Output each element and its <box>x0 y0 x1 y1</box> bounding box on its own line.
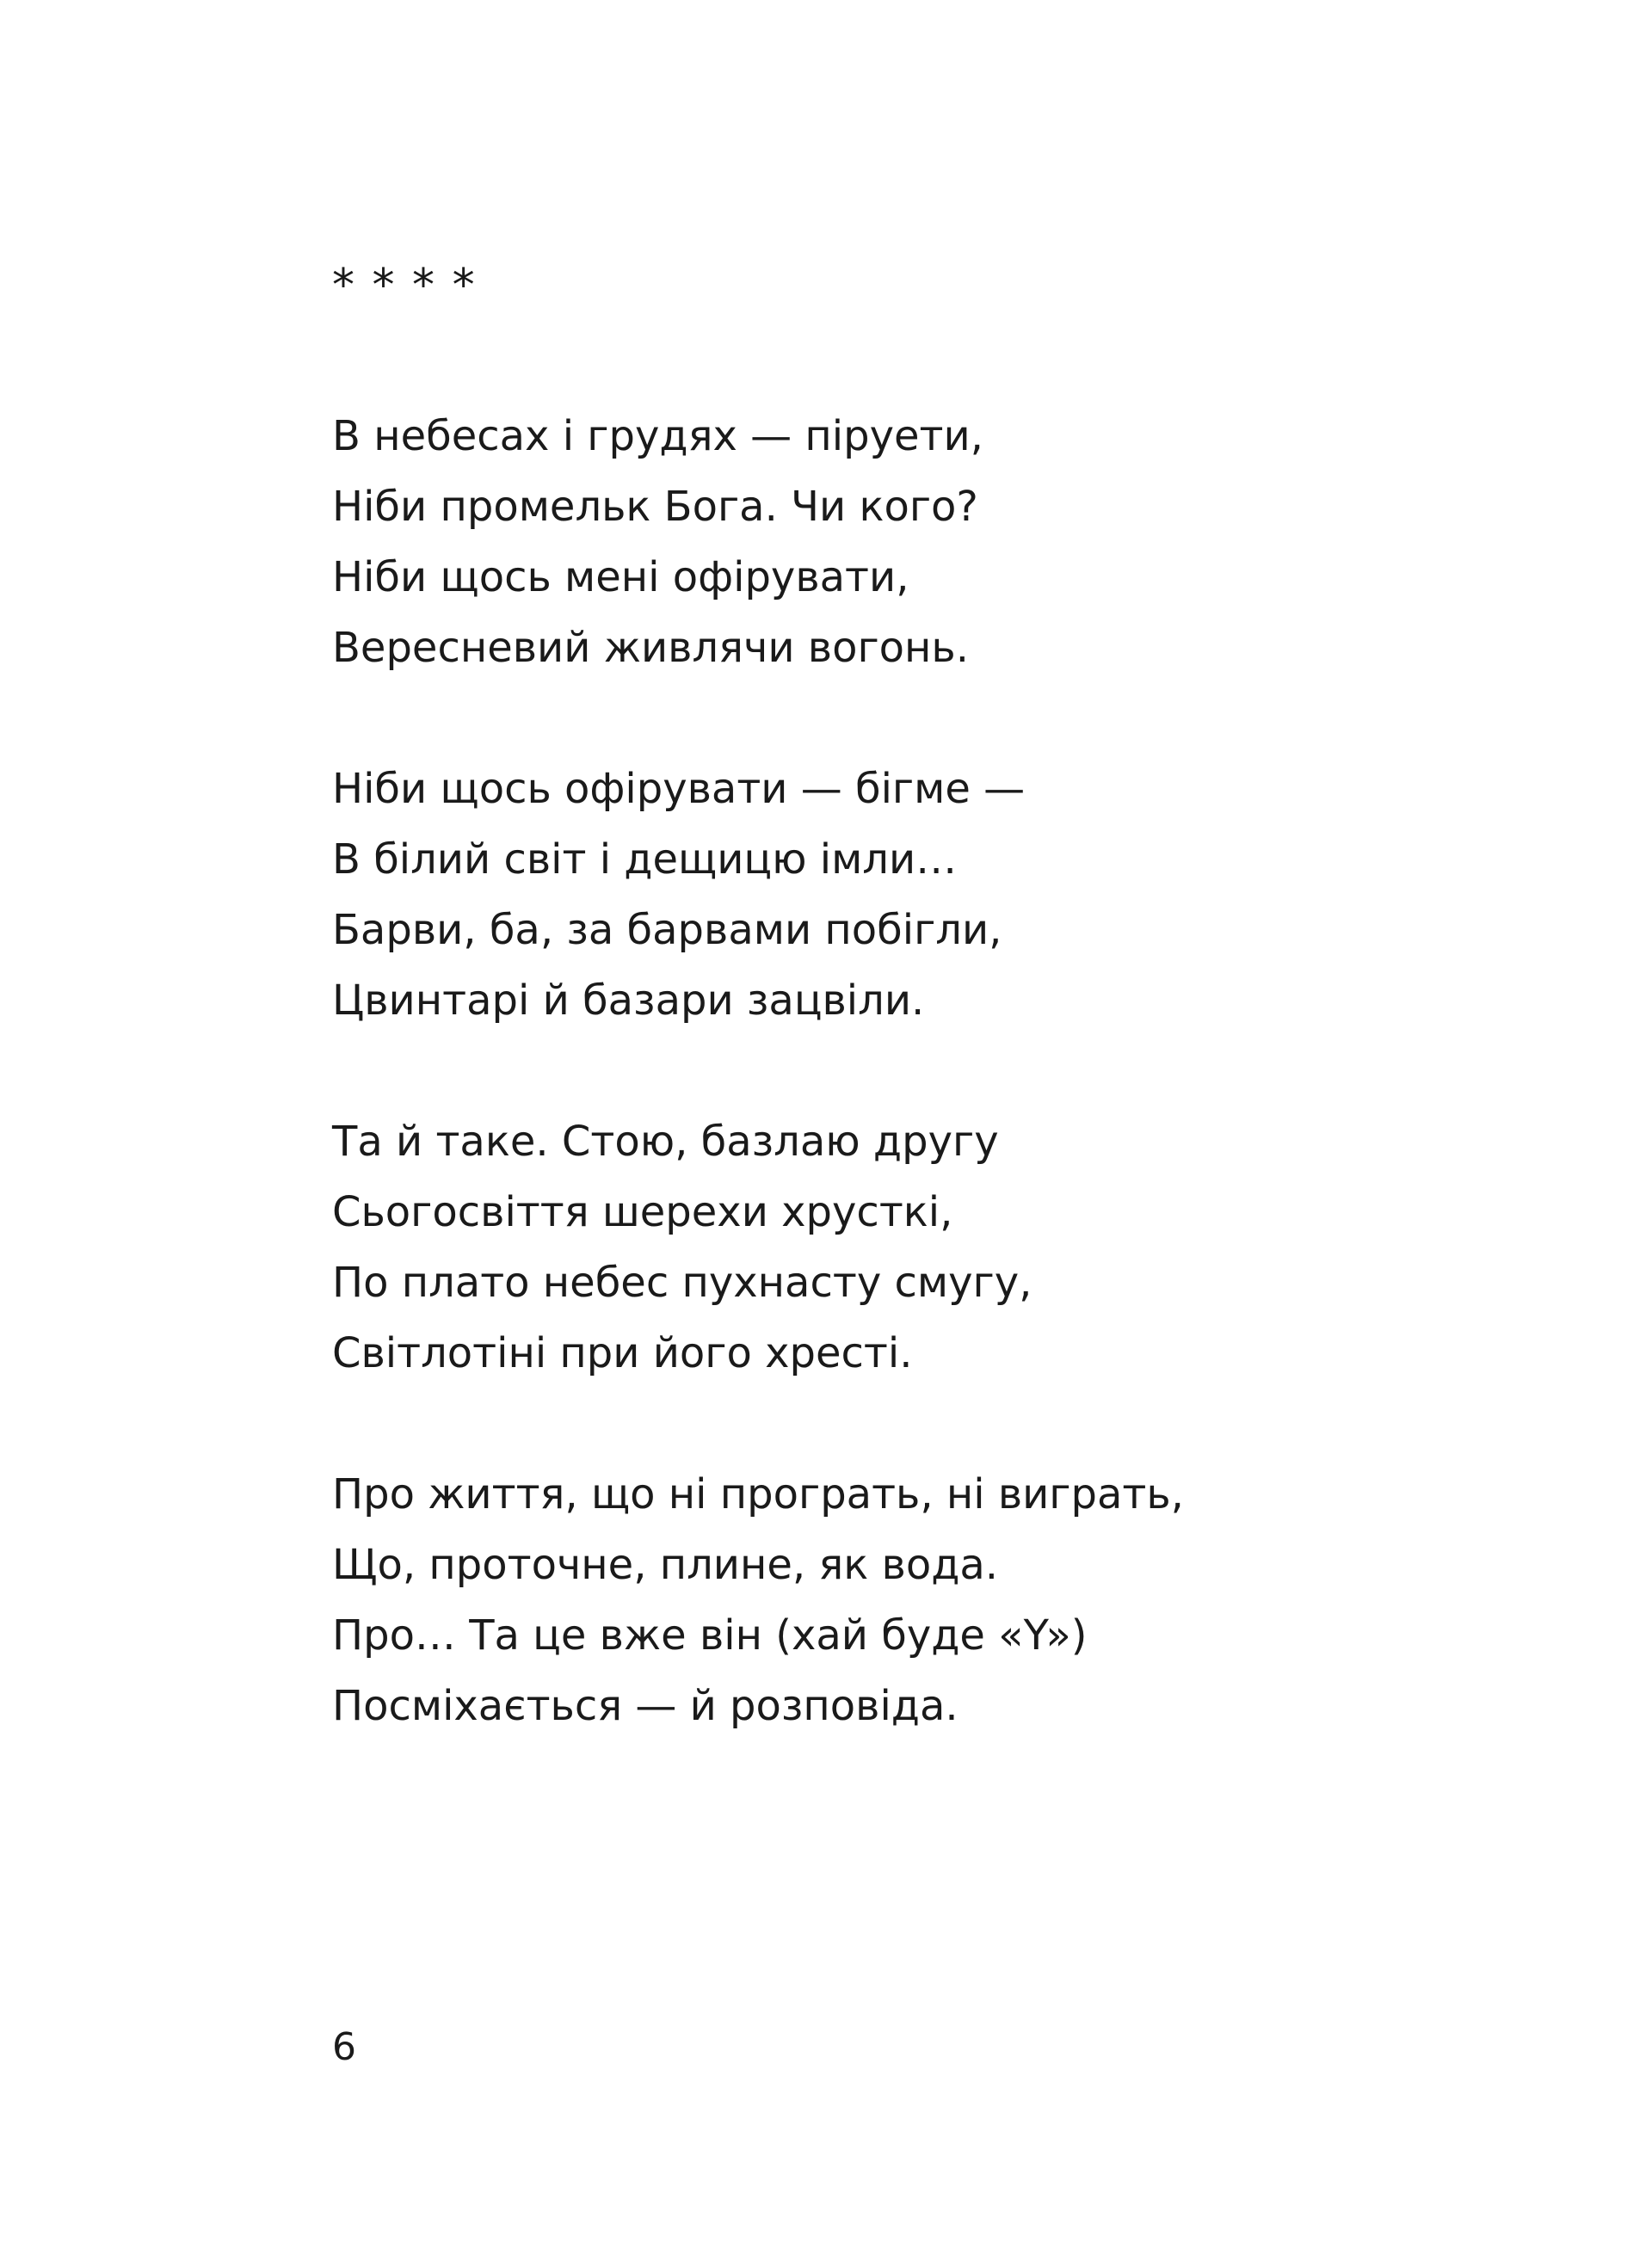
stanza-4 <box>332 1459 1184 1741</box>
stanza-2 <box>332 754 1025 1036</box>
poem-line: Сьогосвіття шерехи хрусткі, <box>332 1188 953 1236</box>
poem-line: В білий світ і дещицю імли… <box>332 835 958 884</box>
poem-line: Посміхається — й розповіда. <box>332 1682 959 1730</box>
poem-line: Ніби промельк Бога. Чи кого? <box>332 483 978 531</box>
poem-line: В небесах і грудях — піруети, <box>332 412 983 460</box>
page-number: 6 <box>332 2025 356 2069</box>
poem-line: Що, проточне, плине, як вода. <box>332 1541 999 1589</box>
poem-line: Вересневий живлячи вогонь. <box>332 624 969 672</box>
poem-line: Цвинтарі й базари зацвіли. <box>332 976 925 1025</box>
poem-line: По плато небес пухнасту смугу, <box>332 1259 1032 1307</box>
poem-line: Та й таке. Стою, базлаю другу <box>332 1118 999 1166</box>
poem-line: Ніби щось мені офірувати, <box>332 553 909 601</box>
poem-line: Барви, ба, за барвами побігли, <box>332 906 1002 954</box>
poem-heading-asterisks: * * * * <box>332 260 477 311</box>
poem-line: Світлотіні при його хресті. <box>332 1329 913 1377</box>
poem-line: Про… Та це вже він (хай буде «Y») <box>332 1611 1088 1660</box>
poem-line: Про життя, що ні програть, ні виграть, <box>332 1470 1184 1518</box>
stanza-3 <box>332 1106 1032 1389</box>
stanza-1 <box>332 401 983 683</box>
poem-line: Ніби щось офірувати — бігме — <box>332 765 1026 813</box>
